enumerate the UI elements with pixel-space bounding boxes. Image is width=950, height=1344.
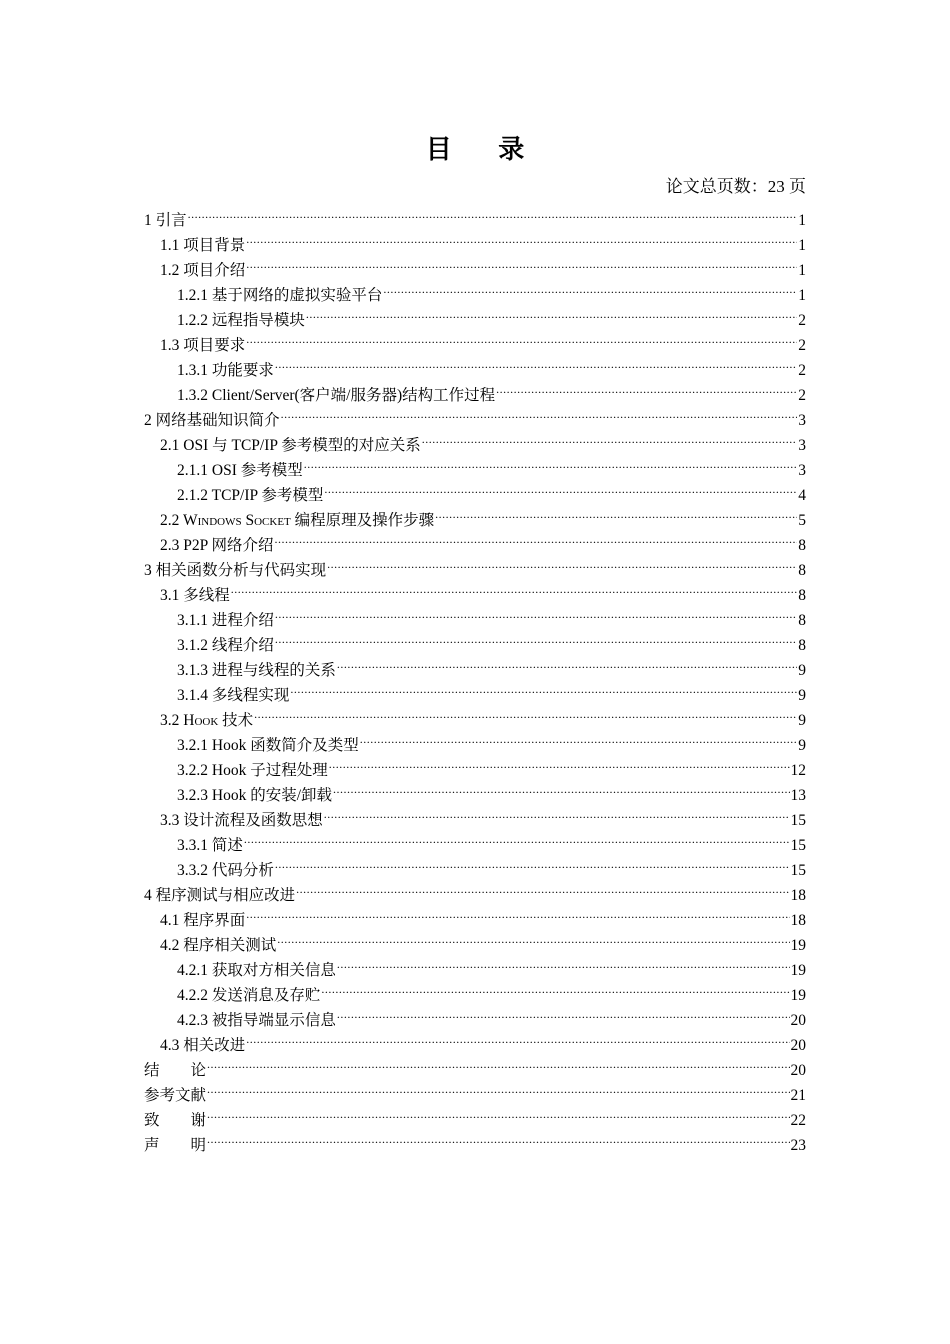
toc-entry[interactable]: [144, 600, 806, 629]
toc-entry-title: 4 程序测试与相应改进: [144, 887, 296, 904]
toc-entry-title: 3.2.2 Hook 子过程处理: [177, 762, 328, 779]
dot-leader: [244, 825, 790, 850]
dot-leader: [296, 875, 789, 900]
toc-entry-title: 3.3 设计流程及函数思想: [160, 812, 323, 829]
toc-entry-page-number: 8: [798, 562, 806, 579]
toc-entry-page-number: 19: [790, 937, 806, 954]
toc-entry[interactable]: [144, 825, 806, 854]
toc-entry[interactable]: [144, 200, 806, 229]
toc-entry-title: 1 引言: [144, 212, 187, 229]
toc-entry-page-number: 5: [798, 512, 806, 529]
toc-entry-page-number: 1: [798, 237, 806, 254]
toc-entry[interactable]: [144, 1050, 806, 1079]
toc-entry-page-number: 3: [798, 462, 806, 479]
toc-entry-title: 4.2.2 发送消息及存贮: [177, 987, 321, 1004]
toc-entry-page-number: 9: [798, 687, 806, 704]
toc-entry-title: 结 论: [144, 1062, 207, 1079]
dot-leader: [275, 850, 790, 875]
toc-entry-page-number: 1: [798, 212, 806, 229]
toc-entry-page-number: 9: [798, 662, 806, 679]
dot-leader: [275, 525, 798, 550]
toc-entry-title: 声 明: [144, 1137, 207, 1154]
toc-entry-title: 2 网络基础知识简介: [144, 412, 280, 429]
toc-entry[interactable]: [144, 575, 806, 604]
toc-entry-title: 2.1.2 TCP/IP 参考模型: [177, 487, 324, 504]
toc-entry-title: 1.2.2 远程指导模块: [177, 312, 305, 329]
toc-entry-title: 2.2 Windows Socket 编程原理及操作步骤: [160, 512, 435, 529]
dot-leader: [246, 225, 797, 250]
toc-entry-title: 3.1.1 进程介绍: [177, 612, 274, 629]
toc-entry-title: 1.2 项目介绍: [160, 262, 246, 279]
total-pages-note: 论文总页数：23 页: [665, 177, 806, 196]
dot-leader: [496, 375, 797, 400]
toc-entry[interactable]: [144, 1075, 806, 1104]
toc-entry-page-number: 8: [798, 587, 806, 604]
dot-leader: [207, 1075, 789, 1100]
dot-leader: [246, 250, 797, 275]
toc-entry-title: 1.3 项目要求: [160, 337, 246, 354]
toc-entry-title: 4.2.1 获取对方相关信息: [177, 962, 336, 979]
toc-entry-title: 3.3.1 简述: [177, 837, 243, 854]
dot-leader: [207, 1100, 789, 1125]
dot-leader: [281, 400, 798, 425]
toc-entry-page-number: 3: [798, 437, 806, 454]
toc-entry-page-number: 12: [790, 762, 806, 779]
toc-entry-page-number: 19: [790, 962, 806, 979]
toc-entry-page-number: 2: [798, 362, 806, 379]
dot-leader: [324, 475, 797, 500]
dot-leader: [246, 325, 797, 350]
toc-entry-title: 4.1 程序界面: [160, 912, 246, 929]
toc-entry-title: 3.1.4 多线程实现: [177, 687, 290, 704]
toc-entry-title: 3.2.1 Hook 函数简介及类型: [177, 737, 359, 754]
toc-entry[interactable]: [144, 850, 806, 879]
toc-entry-title: 2.1 OSI 与 TCP/IP 参考模型的对应关系: [160, 437, 421, 454]
dot-leader: [277, 925, 789, 950]
toc-entry-page-number: 21: [790, 1087, 806, 1104]
dot-leader: [337, 650, 797, 675]
dot-leader: [337, 1000, 790, 1025]
toc-entry-title: 1.2.1 基于网络的虚拟实验平台: [177, 287, 383, 304]
toc-entry-page-number: 18: [790, 887, 806, 904]
toc-entry-title: 3.1.3 进程与线程的关系: [177, 662, 336, 679]
dot-leader: [383, 275, 797, 300]
toc-entry-page-number: 15: [790, 812, 806, 829]
toc-entry[interactable]: [144, 1125, 806, 1154]
toc-entry-title: 2.1.1 OSI 参考模型: [177, 462, 303, 479]
toc-entry-title: 3.3.2 代码分析: [177, 862, 274, 879]
dot-leader: [275, 350, 797, 375]
toc-entry-page-number: 2: [798, 387, 806, 404]
dot-leader: [275, 625, 797, 650]
toc-entry-page-number: 18: [790, 912, 806, 929]
toc-entry-title: 致 谢: [144, 1112, 207, 1129]
toc-entry-page-number: 13: [790, 787, 806, 804]
toc-entry-page-number: 3: [798, 412, 806, 429]
dot-leader: [329, 750, 790, 775]
dot-leader: [306, 300, 797, 325]
toc-entry-title: 3.1.2 线程介绍: [177, 637, 274, 654]
toc-entry-page-number: 9: [798, 712, 806, 729]
toc-entry-page-number: 1: [798, 287, 806, 304]
dot-leader: [333, 775, 789, 800]
dot-leader: [337, 950, 790, 975]
toc-entry-title: 1.3.2 Client/Server(客户端/服务器)结构工作过程: [177, 387, 496, 404]
toc-title: 目 录: [425, 135, 545, 164]
dot-leader: [254, 700, 797, 725]
toc-entry[interactable]: [144, 225, 806, 254]
dot-leader: [246, 1025, 789, 1050]
toc-entry-page-number: 15: [790, 862, 806, 879]
toc-entry-title: 1.1 项目背景: [160, 237, 246, 254]
toc-entry-title: 2.3 P2P 网络介绍: [160, 537, 274, 554]
dot-leader: [275, 600, 797, 625]
dot-leader: [188, 200, 798, 225]
dot-leader: [360, 725, 798, 750]
toc-entry-title: 4.3 相关改进: [160, 1037, 246, 1054]
toc-entry-page-number: 9: [798, 737, 806, 754]
dot-leader: [324, 800, 790, 825]
dot-leader: [207, 1050, 789, 1075]
dot-leader: [435, 500, 797, 525]
toc-entry-page-number: 8: [798, 537, 806, 554]
toc-entry-title: 3.1 多线程: [160, 587, 230, 604]
dot-leader: [422, 425, 797, 450]
toc-entry-page-number: 23: [790, 1137, 806, 1154]
dot-leader: [207, 1125, 789, 1150]
toc-entry-page-number: 1: [798, 262, 806, 279]
toc-entry-page-number: 20: [790, 1037, 806, 1054]
toc-entry-page-number: 4: [798, 487, 806, 504]
toc-entry-page-number: 15: [790, 837, 806, 854]
dot-leader: [231, 575, 797, 600]
toc-entry-page-number: 2: [798, 337, 806, 354]
dot-leader: [327, 550, 797, 575]
dot-leader: [246, 900, 789, 925]
table-of-contents: [144, 200, 806, 1154]
toc-entry-page-number: 20: [790, 1062, 806, 1079]
toc-entry-page-number: 2: [798, 312, 806, 329]
toc-entry-title: 4.2 程序相关测试: [160, 937, 277, 954]
dot-leader: [304, 450, 798, 475]
toc-entry-page-number: 22: [790, 1112, 806, 1129]
toc-entry-title: 3 相关函数分析与代码实现: [144, 562, 327, 579]
toc-entry-page-number: 8: [798, 637, 806, 654]
toc-entry-title: 1.3.1 功能要求: [177, 362, 274, 379]
toc-entry-page-number: 8: [798, 612, 806, 629]
dot-leader: [321, 975, 789, 1000]
toc-entry-title: 参考文献: [144, 1087, 207, 1104]
toc-entry-title: 4.2.3 被指导端显示信息: [177, 1012, 336, 1029]
toc-entry-page-number: 20: [790, 1012, 806, 1029]
toc-entry-title: 3.2.3 Hook 的安装/卸载: [177, 787, 333, 804]
toc-entry[interactable]: [144, 1100, 806, 1129]
dot-leader: [290, 675, 797, 700]
toc-entry-title: 3.2 Hook 技术: [160, 712, 254, 729]
toc-entry-page-number: 19: [790, 987, 806, 1004]
